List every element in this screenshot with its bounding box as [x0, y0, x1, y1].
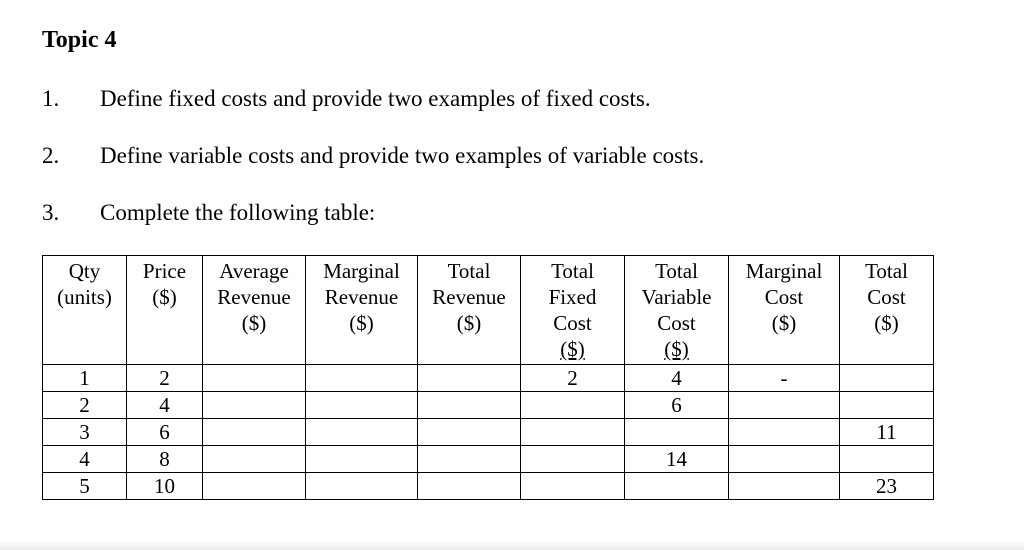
header-line: Qty [68, 259, 101, 283]
table-cell: 4 [127, 392, 203, 419]
table-cell: 2 [127, 365, 203, 392]
header-marginal-revenue [306, 256, 418, 365]
table-cell [306, 392, 418, 419]
header-line: Price [142, 259, 187, 283]
header-line: ($) [560, 337, 585, 361]
header-line: Total [447, 259, 491, 283]
header-line: Variable [641, 285, 712, 309]
table-row [43, 446, 934, 473]
header-line: Fixed [548, 285, 597, 309]
page-bottom-edge [0, 540, 1024, 550]
table-cell: 6 [127, 419, 203, 446]
table-cell: 6 [625, 392, 729, 419]
table-cell [625, 473, 729, 500]
table-cell [840, 446, 934, 473]
table-header-row [43, 256, 934, 365]
header-line: Cost [553, 311, 592, 335]
header-line: Average [219, 259, 289, 283]
table-cell [418, 446, 521, 473]
header-line: (units) [57, 285, 112, 309]
table-cell [840, 365, 934, 392]
header-total-cost [840, 256, 934, 365]
header-total-revenue [418, 256, 521, 365]
table-cell: 11 [840, 419, 934, 446]
topic-title: Topic 4 [42, 27, 117, 53]
table-cell [521, 446, 625, 473]
header-price [127, 256, 203, 365]
table-cell [203, 419, 306, 446]
question-number: 1. [42, 86, 60, 111]
table-cell [729, 419, 840, 446]
table-row [43, 392, 934, 419]
header-line: ($) [664, 337, 689, 361]
header-line: ($) [771, 311, 797, 335]
header-line: Total [655, 259, 698, 283]
table-row [43, 473, 934, 500]
table-cell [306, 365, 418, 392]
table-cell [625, 419, 729, 446]
header-line: Total [865, 259, 908, 283]
cost-table [42, 255, 934, 500]
question-number: 2. [42, 143, 60, 168]
header-line: Cost [764, 285, 804, 309]
header-total-fixed-cost [521, 256, 625, 365]
table-cell [203, 365, 306, 392]
table-cell: 10 [127, 473, 203, 500]
question-text: Define variable costs and provide two examples of variable costs. [100, 143, 705, 168]
header-line: Cost [867, 285, 906, 309]
header-line: Revenue [432, 285, 506, 309]
header-average-revenue [203, 256, 306, 365]
table-cell: 23 [840, 473, 934, 500]
header-line: Total [551, 259, 594, 283]
table-cell [418, 365, 521, 392]
header-line: ($) [349, 311, 374, 335]
table-cell: 4 [43, 446, 127, 473]
header-line: Revenue [217, 285, 291, 309]
table-cell [729, 473, 840, 500]
table-cell [306, 419, 418, 446]
table-cell: 14 [625, 446, 729, 473]
header-marginal-cost [729, 256, 840, 365]
table-row [43, 365, 934, 392]
header-line: ($) [874, 311, 899, 335]
question-number: 3. [42, 200, 60, 225]
table-cell [418, 473, 521, 500]
table-cell [418, 419, 521, 446]
header-total-variable-cost [625, 256, 729, 365]
table-cell: 4 [625, 365, 729, 392]
table-cell [840, 392, 934, 419]
table-row [43, 419, 934, 446]
header-line: ($) [241, 311, 267, 335]
table-cell: 2 [521, 365, 625, 392]
header-line: Marginal [745, 259, 823, 283]
table-cell [729, 392, 840, 419]
table-cell [521, 392, 625, 419]
table-cell [418, 392, 521, 419]
table-cell [203, 473, 306, 500]
table-cell: 1 [43, 365, 127, 392]
header-line: ($) [456, 311, 482, 335]
question-text: Define fixed costs and provide two examples of fixed costs. [100, 86, 651, 111]
table-cell [306, 473, 418, 500]
table-cell: - [729, 365, 840, 392]
header-line: Marginal [323, 259, 400, 283]
table-cell [521, 419, 625, 446]
header-qty [43, 256, 127, 365]
table-cell [203, 446, 306, 473]
header-line: ($) [152, 285, 177, 309]
table-cell: 5 [43, 473, 127, 500]
table-cell [203, 392, 306, 419]
table-cell [729, 446, 840, 473]
table-cell [306, 446, 418, 473]
question-text: Complete the following table: [100, 200, 376, 225]
table-cell: 2 [43, 392, 127, 419]
table-cell [521, 473, 625, 500]
table-cell: 3 [43, 419, 127, 446]
header-line: Cost [657, 311, 696, 335]
table-cell: 8 [127, 446, 203, 473]
header-line: Revenue [324, 285, 399, 309]
